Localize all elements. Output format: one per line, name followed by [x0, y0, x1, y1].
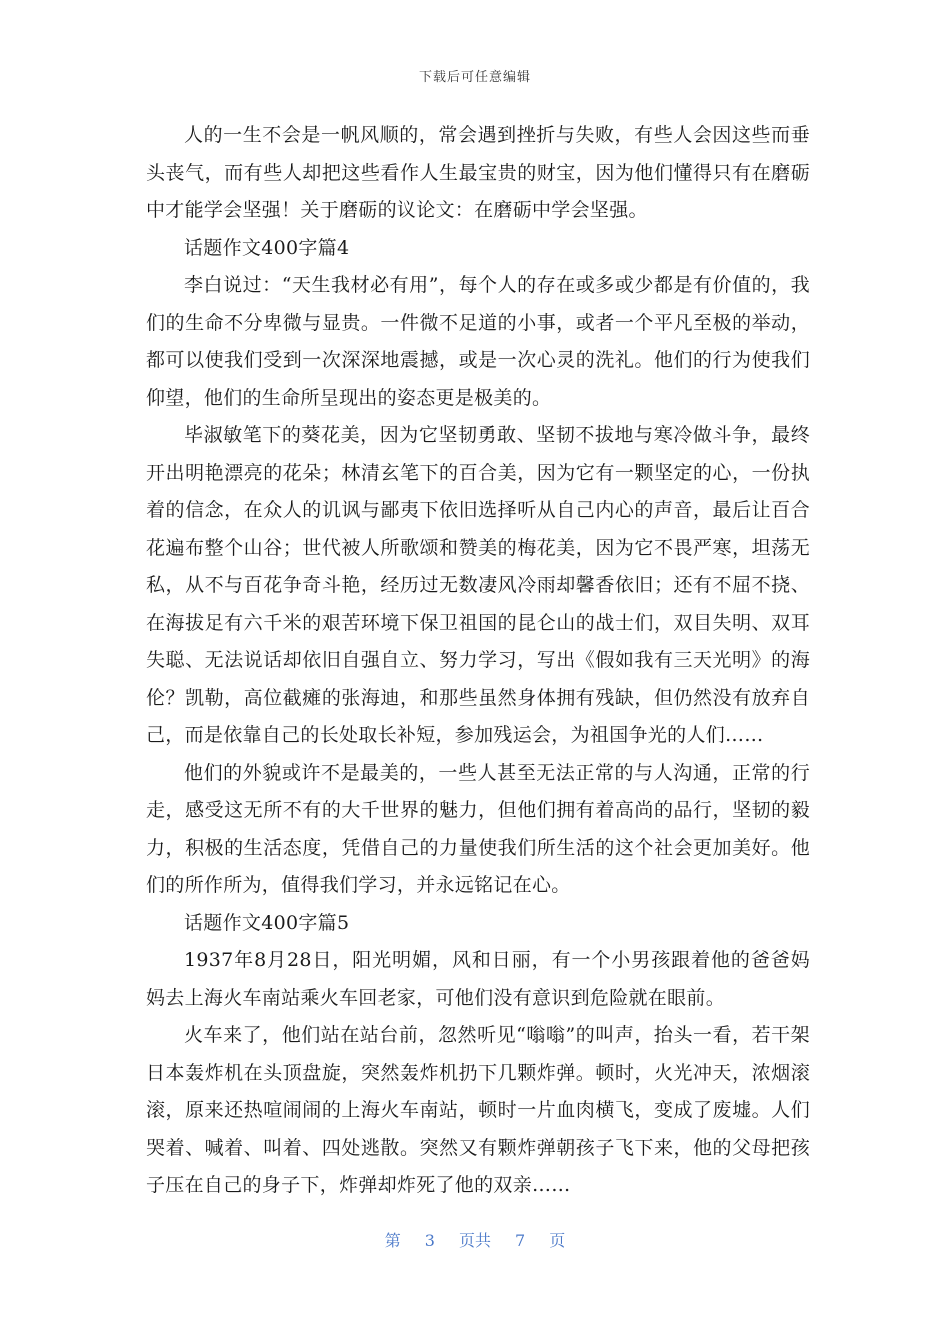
paragraph-intro-end: 人的一生不会是一帆风顺的，常会遇到挫折与失败，有些人会因这些而垂头丧气，而有些人却把这些看作人生最宝贵的财宝，因为他们懂得只有在磨砺中才能学会坚强！关于磨砺的议论文：在磨砺中学会坚强。: [146, 124, 810, 221]
page-footer: [0, 1228, 950, 1251]
page-current: 3: [424, 1231, 435, 1250]
page-prefix: 第: [384, 1231, 401, 1250]
page-suffix: 页: [549, 1231, 566, 1250]
section-heading-4: 话题作文400字篇4: [184, 236, 350, 259]
page-header: 下载后可任意编辑: [418, 70, 531, 85]
paragraph-train: 火车来了，他们站在站台前，忽然听见“嗡嗡”的叫声，抬头一看，若干架日本轰炸机在头顶盘旋，突然轰炸机扔下几颗炸弹。顿时，火光冲天，浓烟滚滚，原来还热喧闹闹的上海火车南站，顿时一片血肉横飞，变成了废墟。人们哭着、喊着、叫着、四处逃散。突然又有颗炸弹朝孩子飞下来，他的父母把孩子压在自己的身子下，炸弹却炸死了他的双亲……: [146, 1024, 810, 1196]
paragraph-appearance: 他们的外貌或许不是最美的，一些人甚至无法正常的与人沟通，正常的行走，感受这无所不有的大千世界的魅力，但他们拥有着高尚的品行，坚韧的毅力，积极的生活态度，凭借自己的力量使我们所生活的这个社会更加美好。他们的所作所为，值得我们学习，并永远铭记在心。: [146, 761, 810, 896]
paragraph-flowers: 毕淑敏笔下的葵花美，因为它坚韧勇敢、坚韧不拔地与寒冷做斗争，最终开出明艳漂亮的花朵；林清玄笔下的百合美，因为它有一颗坚定的心，一份执着的信念，在众人的讥讽与鄙夷下依旧选择听从自己内心的声音，最后让百合花遍布整个山谷；世代被人所歌颂和赞美的梅花美，因为它不畏严寒，坦荡无私，从不与百花争奇斗艳，经历过无数凄风冷雨却馨香依旧；还有不屈不挠、在海拔足有六千米的艰苦环境下保卫祖国的昆仑山的战士们，双目失明、双耳失聪、无法说话却依旧自强自立、努力学习，写出《假如我有三天光明》的海伦？凯勒，高位截瘫的张海迪，和那些虽然身体拥有残缺，但仍然没有放弃自己，而是依靠自己的长处取长补短，参加残运会，为祖国争光的人们……: [146, 424, 810, 746]
paragraph-1937: 1937年8月28日，阳光明媚，风和日丽，有一个小男孩跟着他的爸爸妈妈去上海火车南站乘火车回老家，可他们没有意识到危险就在眼前。: [146, 949, 810, 1009]
section-heading-5: 话题作文400字篇5: [184, 911, 350, 934]
paragraph-libai: 李白说过：“天生我材必有用”，每个人的存在或多或少都是有价值的，我们的生命不分卑微与显贵。一件微不足道的小事，或者一个平凡至极的举动，都可以使我们受到一次深深地震撼，或是一次心灵的洗礼。他们的行为使我们仰望，他们的生命所呈现出的姿态更是极美的。: [146, 274, 810, 409]
page-total: 7: [515, 1231, 526, 1250]
page-middle: 页共: [458, 1231, 491, 1250]
document-body: [146, 117, 810, 1205]
